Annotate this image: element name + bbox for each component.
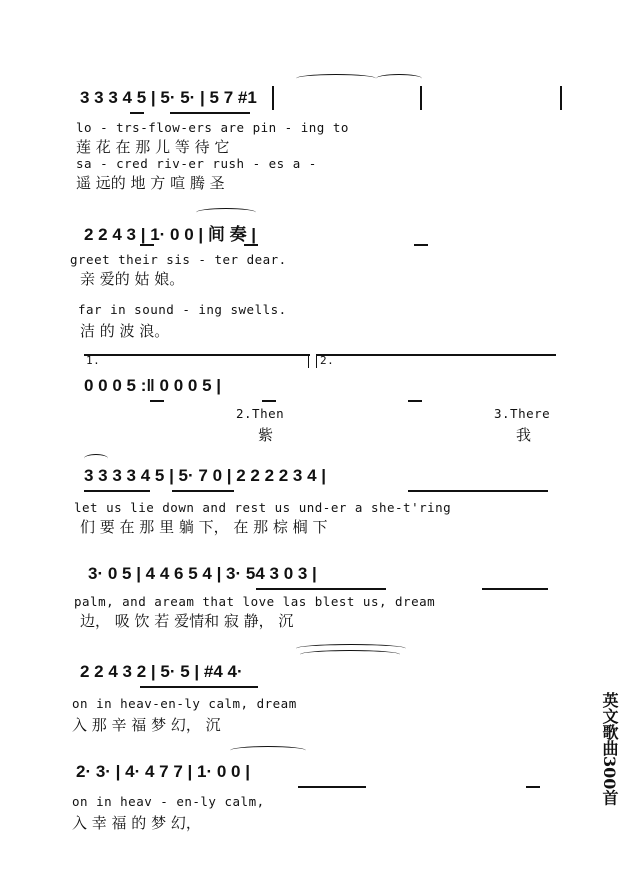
lyrics-en-line: on in heav-en-ly calm, dream (72, 696, 297, 711)
underline (172, 490, 234, 492)
lyrics-en-line: on in heav - en-ly calm, (72, 794, 265, 809)
underline (170, 112, 250, 114)
underline (84, 490, 150, 492)
lyrics-en-verse3-start: 3.There (494, 406, 551, 421)
barline (560, 86, 562, 110)
barline (272, 86, 274, 110)
lyrics-en-verse2-start: 2.Then (236, 406, 285, 421)
lyrics-cn-line: 们 要 在 那 里 躺 下， 在 那 棕 榈 下 (80, 518, 328, 536)
system-4 (0, 458, 640, 538)
lyrics-en-line: let us lie down and rest us und-er a she-t'ring (74, 500, 452, 515)
tie-arc (296, 74, 376, 83)
lyrics-cn-line: 入 幸 福 的 梦 幻， (72, 814, 201, 832)
underline (140, 686, 258, 688)
underline (262, 400, 276, 402)
system-5 (0, 556, 640, 636)
lyrics-cn-verse1: 莲 花 在 那 儿 等 待 它 (76, 138, 230, 156)
slur-arc (230, 746, 306, 755)
volta-bracket-1 (84, 354, 310, 356)
tie-arc (300, 650, 400, 659)
barline (420, 86, 422, 110)
notation-line: 2· 3· | 4· 4 7 7 | 1· 0 0 | (76, 762, 250, 781)
lyrics-en-verse1: greet their sis - ter dear. (70, 252, 287, 267)
lyrics-en-verse2: sa - cred riv-er rush - es a - (76, 156, 317, 171)
notation-line: 2 2 4 3 | 1· 0 0 | 间 奏 | (84, 225, 257, 244)
underline (244, 244, 258, 246)
lyrics-cn-verse2: 洁 的 波 浪。 (80, 322, 170, 340)
underline (150, 400, 164, 402)
system-3 (0, 350, 640, 450)
notation-line: 3· 0 5 | 4 4 6 5 4 | 3· 54 3 0 3 | (88, 564, 317, 583)
lyrics-cn-verse2: 遥 远的 地 方 喧 腾 圣 (76, 174, 225, 192)
notation-line: 3 3 3 3 4 5 | 5· 7 0 | 2 2 2 2 3 4 | (84, 466, 327, 485)
lyrics-en-line: palm, and aream that love las blest us, dream (74, 594, 436, 609)
lyrics-en-verse2: far in sound - ing swells. (78, 302, 287, 317)
lyrics-en-verse1: lo - trs-flow-ers are pin - ing to (76, 120, 349, 135)
underline (414, 244, 428, 246)
system-2 (0, 212, 640, 340)
underline (256, 588, 386, 590)
lyrics-cn-verse2-start: 紫 (258, 426, 274, 444)
lyrics-cn-verse3-start: 我 (516, 426, 532, 444)
slur-arc (196, 208, 256, 217)
system-7 (0, 754, 640, 834)
tie-arc (376, 74, 422, 83)
slur-arc (84, 454, 108, 463)
volta-2-label: 2. (320, 354, 335, 367)
volta-bracket-2 (316, 354, 556, 356)
volta-bracket-2-start (316, 354, 317, 368)
underline (298, 786, 366, 788)
notation-line: 3 3 3 4 5 | 5· 5· | 5 7 #1 (80, 88, 257, 107)
notation-line: 2 2 4 3 2 | 5· 5 | #4 4· (80, 662, 243, 681)
lyrics-cn-verse1: 亲 爱的 姑 娘。 (80, 270, 185, 288)
underline (408, 400, 422, 402)
book-title-text: 英文歌曲300首 (600, 692, 619, 806)
system-6 (0, 654, 640, 734)
underline (140, 244, 154, 246)
book-title-vertical (596, 692, 622, 811)
volta-bracket-1-end (308, 354, 309, 368)
volta-1-label: 1. (86, 354, 101, 367)
underline (526, 786, 540, 788)
system-1 (0, 80, 640, 200)
underline (408, 490, 548, 492)
underline (482, 588, 548, 590)
lyrics-cn-line: 入 那 辛 福 梦 幻， 沉 (72, 716, 221, 734)
notation-line: 0 0 0 5 :‖ 0 0 0 5 | (84, 376, 222, 395)
underline (130, 112, 144, 114)
lyrics-cn-line: 边， 吸 饮 若 爱情和 寂 静， 沉 (80, 612, 294, 630)
